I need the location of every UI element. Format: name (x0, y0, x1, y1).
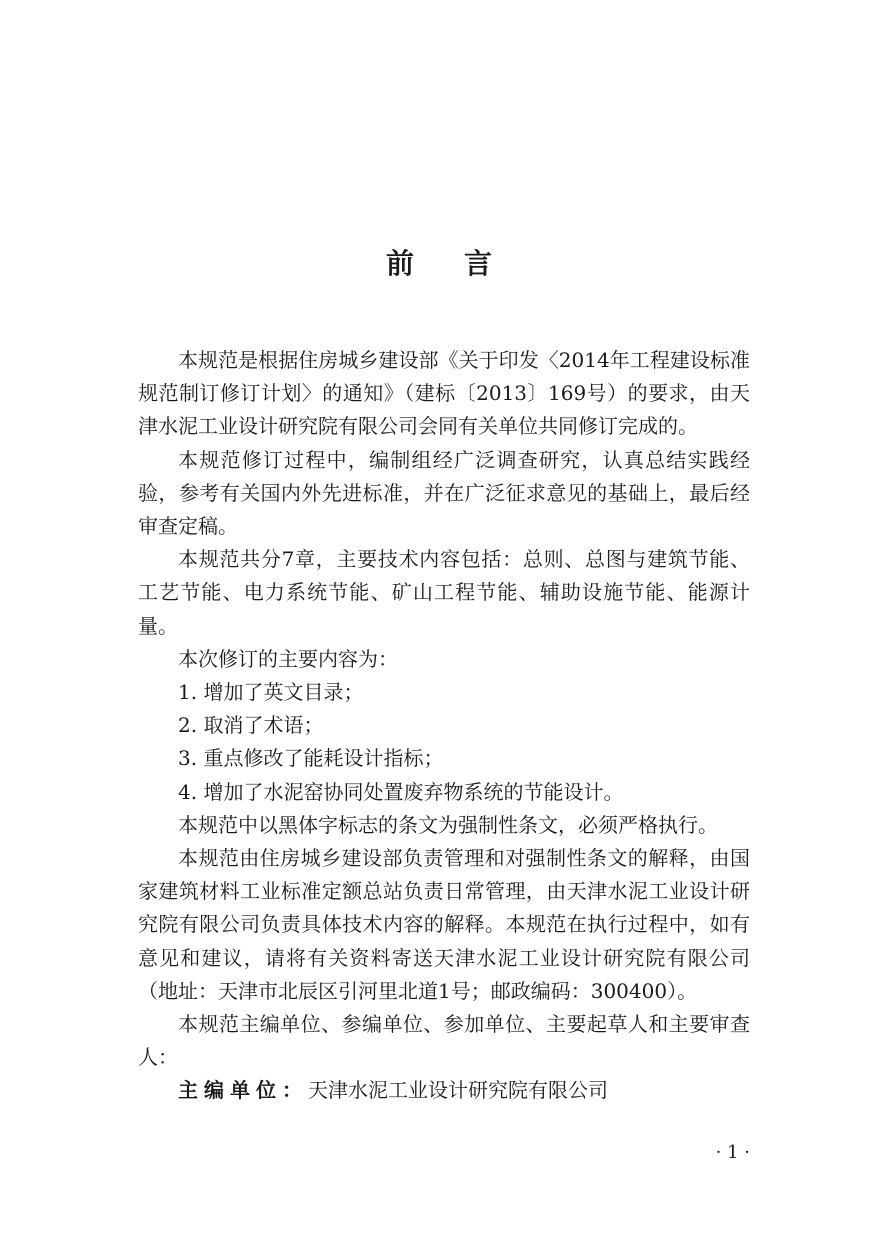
revision-item: 2. 取消了术语； (178, 713, 324, 738)
paragraph-contents: 本规范共分7章，主要技术内容包括：总则、总图与建筑节能、工艺节能、电力系统节能、矿山工程节能、辅助设施节能、能源计量。 (138, 547, 750, 638)
chief-unit-value: 天津水泥工业设计研究院有限公司 (308, 1078, 608, 1103)
revision-item: 1. 增加了英文目录； (178, 680, 364, 705)
paragraph-process: 本规范修订过程中，编制组经广泛调查研究，认真总结实践经验，参考有关国内外先进标准，并在广泛征求意见的基础上，最后经审查定稿。 (138, 447, 750, 539)
paragraph-mandatory: 本规范中以黑体字标志的条文为强制性条文，必须严格执行。 (178, 812, 718, 837)
page-title: 前言 (385, 247, 542, 280)
chief-unit-label: 主编单位： (178, 1078, 308, 1103)
paragraph-basis: 本规范是根据住房城乡建设部《关于印发〈2014年工程建设标准规范制订修订计划〉的通知》（建标〔2013〕169号）的要求，由天津水泥工业设计研究院有限公司会同有关单位共同修订完成的。 (138, 348, 750, 439)
paragraph-units-intro: 本规范主编单位、参编单位、参加单位、主要起草人和主要审查人： (138, 1012, 750, 1070)
document-body (138, 344, 750, 1108)
page-number: · 1 · (715, 1142, 750, 1163)
chief-unit-line (138, 1074, 750, 1107)
paragraph-revision-intro: 本次修订的主要内容为： (178, 646, 398, 671)
revision-item: 3. 重点修改了能耗设计指标； (178, 746, 444, 771)
revision-item: 4. 增加了水泥窑协同处置废弃物系统的节能设计。 (178, 779, 624, 804)
paragraph-management: 本规范由住房城乡建设部负责管理和对强制性条文的解释，由国家建筑材料工业标准定额总站负责日常管理，由天津水泥工业设计研究院有限公司负责具体技术内容的解释。本规范在执行过程中，如有意见和建议，请将有关资料寄送天津水泥工业设计研究院有限公司（地址：天津市北辰区引河里北道1号；邮政编码：300400）。 (138, 846, 750, 1003)
